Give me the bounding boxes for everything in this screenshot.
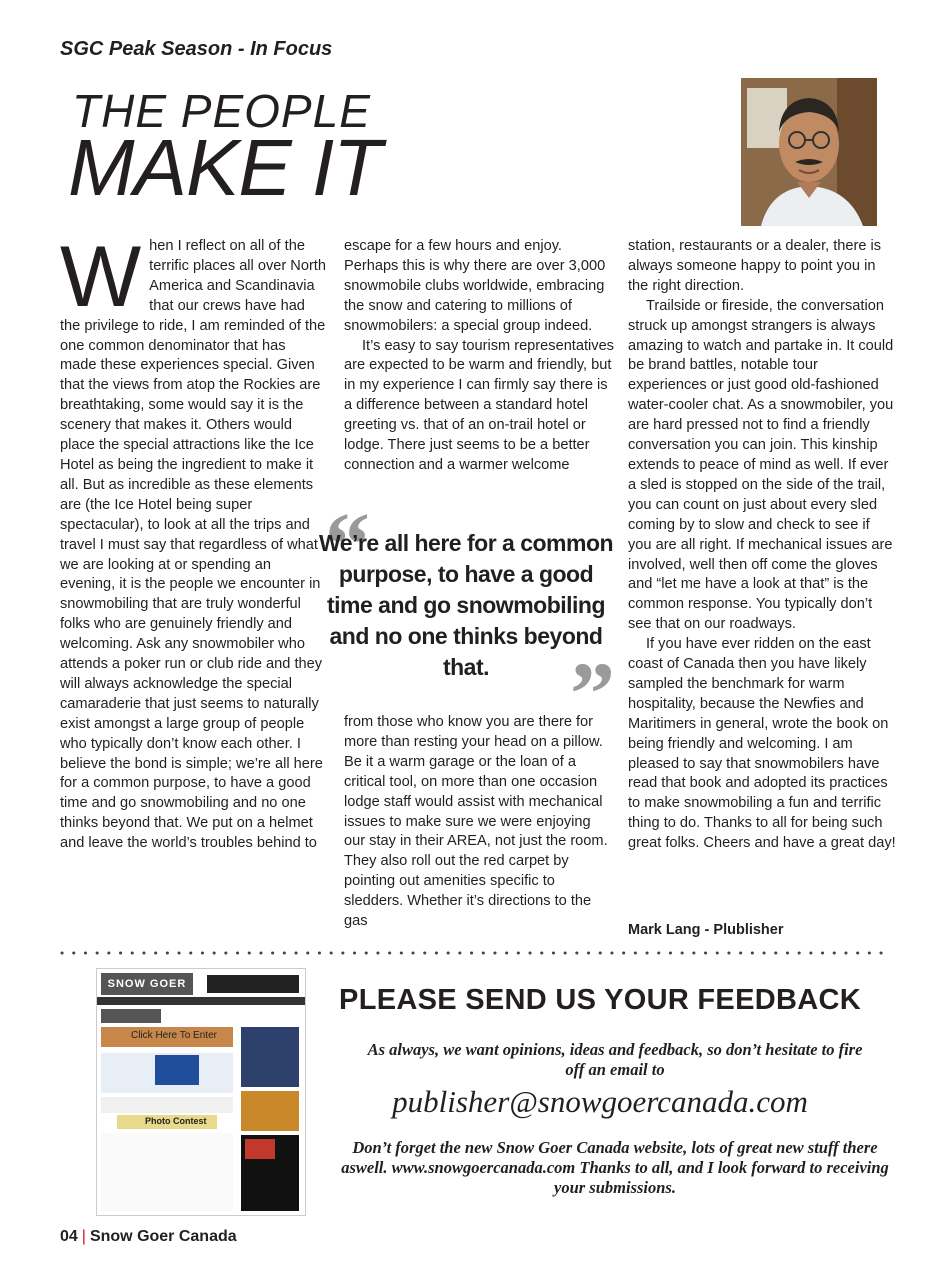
page-footer: [60, 1228, 237, 1246]
thumbnail-promo: Photo Contest: [145, 1116, 207, 1126]
article-paragraph: Trailside or fireside, the conversation struck up amongst strangers is always amazing to watch and partake in. It could be brand battles, notable tour experiences or just good old-fashioned water-cooler chat. As a snowmobiler, you are hard pressed not to find a friendly conversation you can join. This kinship extends to peace of mind as well. If ever a sled is stopped on the side of the trail, you can count on just about every sled coming by to slow and check to see if you are all right. If mechanical issues are involved, well then off come the gloves and “let me have a look at that” is the common response. You typically don’t see that on our roadways.: [628, 297, 894, 633]
page-number: 04: [60, 1228, 78, 1245]
feedback-heading: PLEASE SEND US YOUR FEEDBACK: [339, 984, 861, 1016]
article-paragraph: station, restaurants or a dealer, there is always someone happy to point you in the right direction.: [628, 238, 882, 294]
thumbnail-graphic: [97, 969, 305, 1215]
thumbnail-button: Click Here To Enter: [131, 1030, 217, 1041]
portrait-image: [741, 78, 877, 226]
drop-cap: W: [60, 229, 142, 325]
author-signature: Mark Lang - Plublisher: [628, 922, 784, 938]
title-line-1: THE PEOPLE: [72, 85, 371, 137]
feedback-outro: Don’t forget the new Snow Goer Canada website, lots of great new stuff there aswell. www.snowgoercanada.com Thanks to all, and I look forward to receiving your submissions.: [341, 1138, 889, 1197]
article-paragraph: escape for a few hours and enjoy. Perhaps this is why there are over 3,000 snowmobile clubs worldwide, embracing the snow and catering to millions of snowmobilers: a special group indeed.: [344, 238, 606, 334]
article-paragraph: If you have ever ridden on the east coast of Canada then you have likely sampled the benchmark for warm hospitality, because the Newfies and Maritimers in general, wrote the book on being friendly and welcoming. I am pleased to say that snowmobilers have read that book and adopted its practices to make snowmobiling a fun and terrific thing to do. Thanks to all for being such great folks. Cheers and have a great day!: [628, 636, 896, 852]
author-photo: [741, 78, 877, 226]
quote-open-mark: “: [325, 495, 370, 594]
article-column-1: [60, 229, 326, 854]
section-label: SGC Peak Season - In Focus: [60, 38, 333, 60]
dotted-divider: [60, 948, 894, 958]
pull-quote: We’re all here for a common purpose, to have a good time and go snowmobiling and no one thinks beyond that.: [318, 530, 614, 680]
feedback-email[interactable]: publisher@snowgoercanada.com: [392, 1084, 808, 1119]
quote-close-mark: ”: [570, 645, 615, 744]
title-line-2: MAKE IT: [68, 123, 382, 212]
article-paragraph: from those who know you are there for more than resting your head on a pillow. Be it a warm garage or the loan of a critical tool, on more than one occasion lodge staff would assist with mechanical issues to make sure we were enjoying our stay in their AREA, not just the room. They also roll out the red carpet by pointing out amenities specific to sledders. Whether it’s directions to the gas: [344, 714, 608, 930]
article-column-2-bottom: [344, 713, 614, 932]
website-thumbnail: [96, 968, 306, 1216]
thumbnail-logo: SNOW GOER: [101, 973, 193, 995]
article-paragraph: It’s easy to say tourism representatives are expected to be warm and friendly, but in my experience I can firmly say there is a difference between a standard hotel greeting vs. that of an on-trail hotel or lodge. There just seems to be a better connection and a warmer welcome: [344, 337, 614, 473]
article-column-3: [628, 237, 896, 854]
article-column-2-top: [344, 237, 614, 476]
footer-separator: |: [81, 1228, 86, 1245]
feedback-intro: As always, we want opinions, ideas and feedback, so don’t hesitate to fire off an email to: [367, 1040, 863, 1079]
publication-name: Snow Goer Canada: [89, 1228, 237, 1245]
article-paragraph: hen I reflect on all of the terrific places all over North America and Scandinavia that our crews have had the privilege to ride, I am reminded of the one common denominator that has made these experiences special. Given that the views from atop the Rockies are breathtaking, some would say it is the scenery that makes it. Others would place the special attractions like the Ice Hotel as being the ingredient to make it all. But as incredible as these elements are (the Ice Hotel being super spectacular), to look at all the trips and travel I must say that regardless of what we are looking at or spending an evening, it is the people we encounter in snowmobiling that are truly wonderful folks who are genuinely friendly and welcoming. Ask any snowmobiler who attends a poker run or club ride and they will always acknowledge the special camaraderie that just seems to naturally exist amongst a large group of people who typically don’t know each other. I believe the bond is simple; we’re all here for a common purpose, to have a good time and go snowmobiling and no one thinks beyond that. We put on a helmet and leave the world’s troubles behind to: [60, 238, 326, 852]
